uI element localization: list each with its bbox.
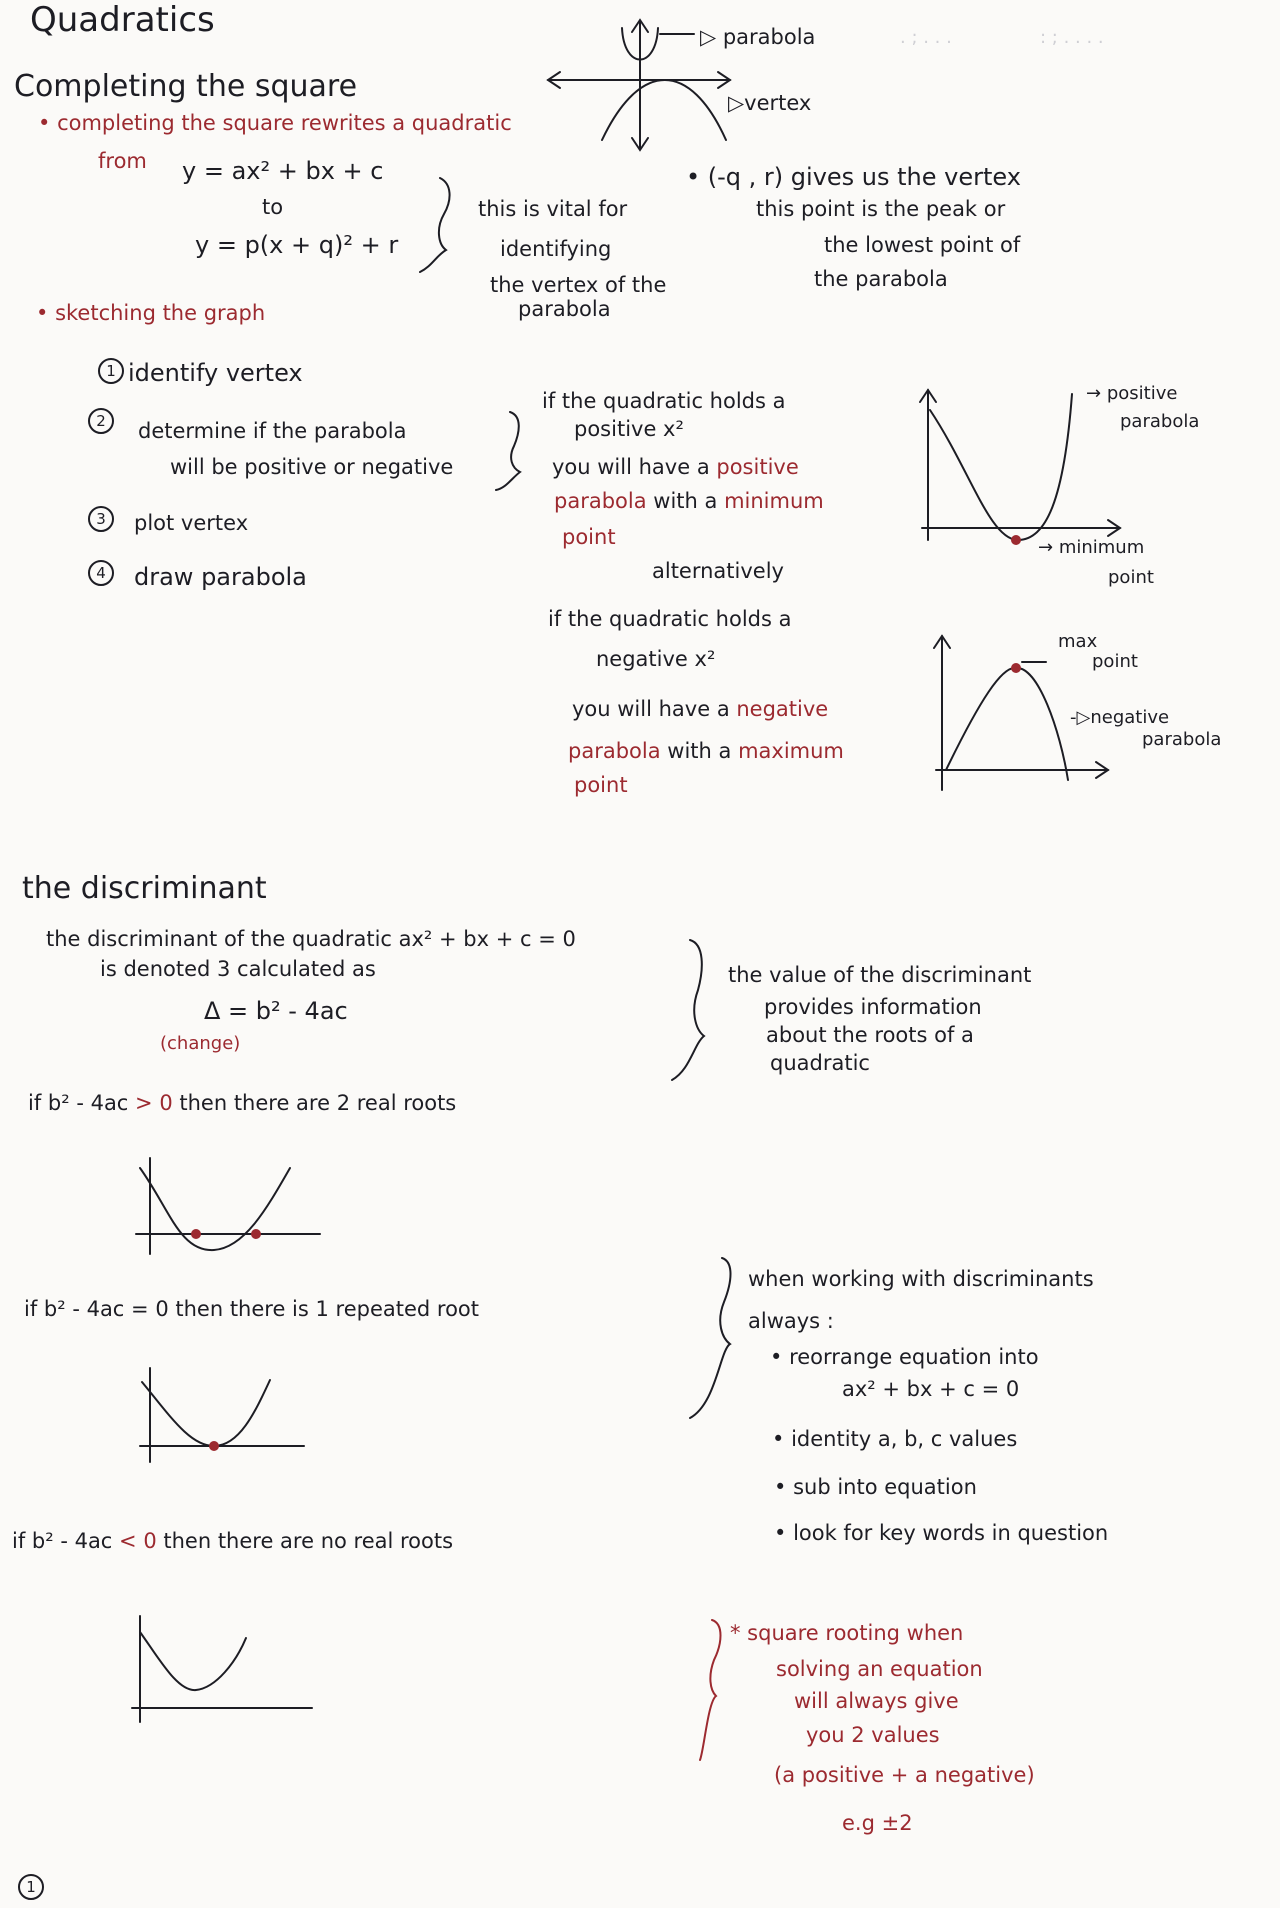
graph-one-root [140,1368,304,1462]
graph-label-negative-2: parabola [1142,729,1222,750]
discriminant-side-2: provides information [764,995,982,1019]
repeated-root-marker [209,1441,219,1451]
footer-number: 1 [18,1874,44,1900]
step-number-2: 2 [88,408,114,434]
graph-label-negative-1: negative [1090,707,1170,728]
positive-note-3-red: positive [716,455,799,479]
sqrt-note-3: will always give [794,1689,959,1713]
brace-tips [690,1258,731,1418]
tips-item-4-text: look for key words in question [793,1521,1109,1545]
step-number-4: 4 [88,560,114,586]
diagram-label-vertex: ▷vertex [728,91,812,115]
step-text-2b: will be positive or negative [170,455,454,479]
step-text-4: draw parabola [134,563,307,591]
negative-note-4-red2: maximum [738,739,844,763]
negative-note-4-text: with a [667,739,732,763]
page-title: Quadratics [30,0,215,40]
discriminant-side-3: about the roots of a [766,1023,974,1047]
discriminant-line-2: is denoted 3 calculated as [100,957,376,981]
case-2-pre: if b² - 4ac [24,1297,125,1321]
sqrt-note-1: * square rooting when [730,1621,964,1645]
positive-note-4-text: with a [653,489,718,513]
from-label: from [98,149,147,173]
vertex-note-3: the lowest point of [824,233,1021,257]
diagram-label-vertex-text: vertex [744,91,812,115]
discriminant-side-1: the value of the discriminant [728,963,1032,987]
negative-note-5: point [574,773,628,797]
brace-completing [420,178,450,272]
step-number-3: 3 [88,506,114,532]
graph-label-negative: -▷negative [1070,707,1170,728]
tips-item-1: • reorrange equation into [770,1345,1039,1369]
negative-note-1: if the quadratic holds a [548,607,792,631]
case-3-pre: if b² - 4ac [12,1529,113,1553]
section-heading-completing: Completing the square [14,69,358,104]
graph-label-minimum: → minimum [1038,537,1145,558]
tips-item-3: • sub into equation [774,1475,977,1499]
faint-text-1: . ; . . . [900,27,952,48]
negative-note-3-text: you will have a [572,697,730,721]
root-marker-1 [191,1229,201,1239]
step-number-1: 1 [98,358,124,384]
negative-note-2: negative x² [596,647,716,671]
negative-note-4-red: parabola [568,739,661,763]
completing-bullet-text: completing the square rewrites a quadratic [57,111,512,135]
case-2-post: then there is 1 repeated root [175,1297,480,1321]
discriminant-change: (change) [160,1033,241,1054]
step-text-2: determine if the parabola [138,419,407,443]
graph-label-minimum-1: minimum [1058,537,1145,558]
equation-standard: y = ax² + bx + c [182,157,384,185]
to-label: to [262,195,284,219]
tips-item-4: • look for key words in question [774,1521,1109,1545]
tips-item-1-text: reorrange equation into [789,1345,1039,1369]
step-text-3: plot vertex [134,511,249,535]
alternatively-label: alternatively [652,559,784,583]
positive-parabola-graph [920,390,1120,540]
tips-item-3-text: sub into equation [793,1475,977,1499]
positive-note-3-text: you will have a [552,455,710,479]
discriminant-formula: Δ = b² - 4ac [204,997,348,1025]
vital-note-4: parabola [518,297,611,321]
sqrt-note-5: (a positive + a negative) [774,1763,1035,1787]
graph-label-max-2: point [1092,651,1138,672]
negative-note-3-red: negative [736,697,829,721]
vertex-note-1: • (-q , r) gives us the vertex [686,163,1021,191]
maximum-point-marker [1011,663,1021,673]
graph-label-max: max [1058,631,1098,652]
faint-text-2: : ; . . . . [1040,27,1104,48]
case-3-post: then there are no real roots [163,1529,454,1553]
sqrt-note-4: you 2 values [806,1723,940,1747]
vertex-note-2: this point is the peak or [756,197,1006,221]
tips-item-2: • identity a, b, c values [772,1427,1018,1451]
discriminant-side-4: quadratic [770,1051,870,1075]
diagram-label-parabola: ▷ parabola [700,25,816,49]
sketching-heading-text: sketching the graph [55,301,266,325]
tips-always: always : [748,1309,834,1333]
case-3-op: < 0 [119,1529,157,1553]
root-marker-2 [251,1229,261,1239]
section-heading-discriminant: the discriminant [22,871,267,906]
graph-two-roots [136,1158,320,1254]
positive-note-2: positive x² [574,417,684,441]
vertex-diagram [548,20,730,150]
positive-note-1: if the quadratic holds a [542,389,786,413]
step-text-1: identify vertex [128,359,303,387]
tips-intro: when working with discriminants [748,1267,1094,1291]
minimum-point-marker [1011,535,1021,545]
tips-equation: ax² + bx + c = 0 [842,1377,1020,1401]
brace-sqrt [700,1620,721,1760]
case-1-pre: if b² - 4ac [28,1091,129,1115]
case-1-op: > 0 [135,1091,173,1115]
completing-bullet: • completing the square rewrites a quadratic [38,111,512,135]
graph-label-positive-2: parabola [1120,411,1200,432]
positive-note-4-red: parabola [554,489,647,513]
vertex-note-4: the parabola [814,267,948,291]
discriminant-line-1: the discriminant of the quadratic ax² + bx + c = 0 [46,927,576,951]
equation-completed: y = p(x + q)² + r [195,231,399,259]
sqrt-note-2: solving an equation [776,1657,983,1681]
case-1-post: then there are 2 real roots [179,1091,457,1115]
case-2-op: = 0 [131,1297,169,1321]
graph-no-roots [132,1616,312,1722]
diagram-label-parabola-text: parabola [722,25,816,49]
graph-label-minimum-2: point [1108,567,1154,588]
positive-note-5: point [562,525,616,549]
vital-note-2: identifying [500,237,612,261]
sketching-heading: • sketching the graph [36,301,266,325]
brace-sketch [496,412,520,490]
tips-item-2-text: identity a, b, c values [791,1427,1018,1451]
vital-note-1: this is vital for [478,197,628,221]
vital-note-3: the vertex of the [490,273,667,297]
brace-discriminant [672,940,704,1080]
positive-note-4-red2: minimum [724,489,824,513]
sqrt-note-6: e.g ±2 [842,1811,913,1835]
graph-label-positive: → positive [1086,383,1178,404]
graph-label-positive-1: positive [1106,383,1178,404]
negative-parabola-graph [934,636,1108,790]
